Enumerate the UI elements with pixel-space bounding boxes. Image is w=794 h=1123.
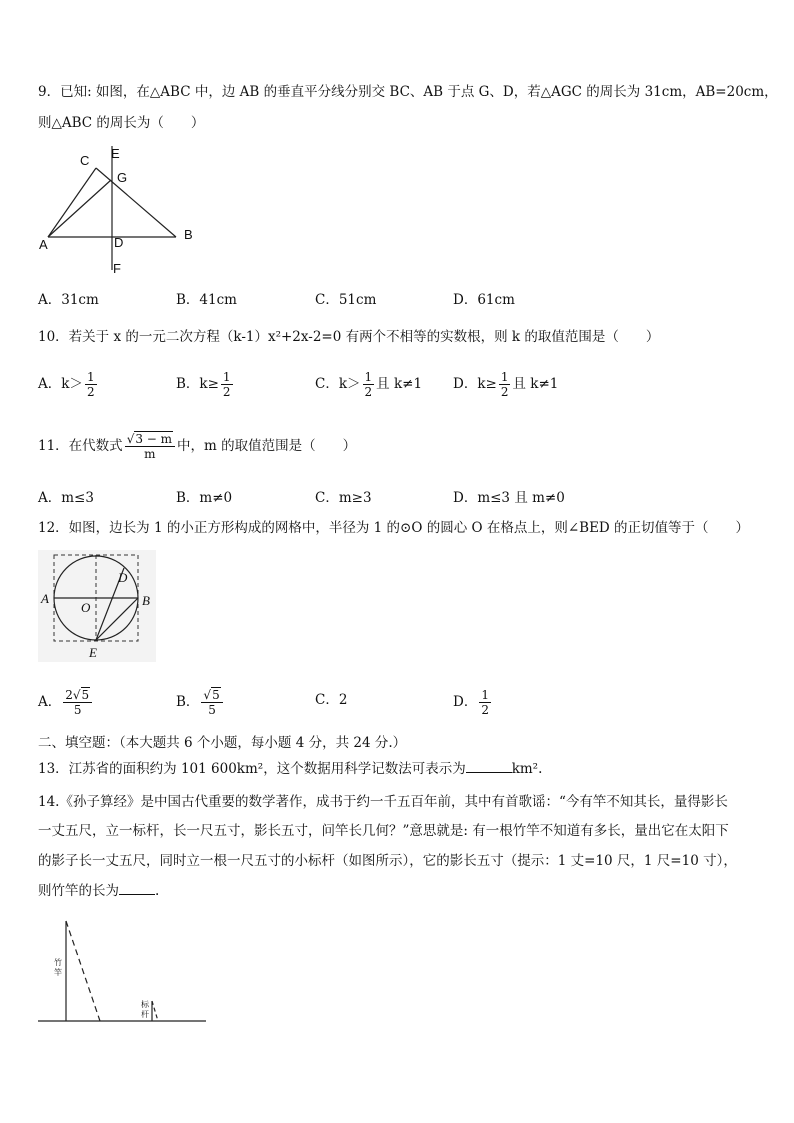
q12-circle-grid-figure — [38, 550, 156, 662]
q14-answer-blank[interactable] — [119, 894, 155, 895]
q10-b-prefix: B．k≥ — [176, 376, 219, 392]
label-pole: 竹 — [54, 958, 62, 967]
label-f: F — [113, 261, 121, 276]
label-b: B — [184, 227, 193, 242]
q11-option-a[interactable]: A．m≤3 — [38, 490, 94, 506]
q10-c-prefix: C．k＞ — [315, 376, 361, 392]
label-a: A — [41, 591, 49, 606]
fraction: $\frac{1}{2}$ — [222, 370, 231, 399]
q10-c-suffix: 且 k≠1 — [376, 376, 423, 392]
label-e: E — [111, 146, 120, 161]
fraction: $\frac{1}{2}$ — [86, 370, 95, 399]
q9-option-b[interactable]: B．41cm — [176, 292, 237, 308]
q14-pole-shadow-figure — [36, 915, 210, 1027]
q14-stem-line3: 的影子长一丈五尺，同时立一根一尺五寸的小标杆（如图所示），它的影长五寸（提示：1 丈=10 尺，1 尺=10 寸）， — [38, 853, 737, 869]
label-d: D — [114, 235, 124, 250]
q12-option-d[interactable]: D． $\frac{1}{2}$ — [453, 688, 489, 717]
q10-option-d[interactable] — [453, 370, 558, 399]
label-c: C — [80, 153, 90, 168]
q11-option-c[interactable]: C．m≥3 — [315, 490, 372, 506]
q9-option-d[interactable]: D．61cm — [453, 292, 515, 308]
q12-option-c[interactable]: C．2 — [315, 692, 348, 708]
q11-expression: $\frac{√3 - m}{m}$ — [125, 432, 175, 461]
q13-answer-blank[interactable] — [466, 772, 512, 773]
q14-stem-line2: 一丈五尺，立一标杆，长一尺五寸，影长五寸，问竿长几何？”意思就是: 有一根竹竿不知道有多长，量出它在太阳下 — [38, 823, 729, 839]
q12-stem: 12．如图，边长为 1 的小正方形构成的网格中，半径为 1 的⊙O 的圆心 O 在格点上，则∠BED 的正切值等于（ ） — [38, 520, 750, 536]
q9-triangle-figure — [36, 142, 206, 278]
q9-option-c[interactable]: C．51cm — [315, 292, 377, 308]
label-g: G — [117, 170, 128, 185]
q9-option-a[interactable]: A．31cm — [38, 292, 99, 308]
label-a: A — [39, 237, 48, 252]
fraction: $\frac{1}{2}$ — [364, 370, 373, 399]
fraction: $\frac{1}{2}$ — [500, 370, 509, 399]
label-b: B — [142, 593, 150, 608]
q12-option-b[interactable]: B． $\frac{√5}{5}$ — [176, 688, 225, 717]
fraction: $\frac{1}{2}$ — [481, 688, 489, 717]
label-d: D — [118, 570, 128, 585]
label-stick: 标 — [141, 1000, 149, 1009]
q9-stem-line1: 9．已知: 如图，在△ABC 中，边 AB 的垂直平分线分别交 BC、AB 于点 G、D，若△AGC 的周长为 31cm，AB=20cm， — [38, 84, 778, 100]
label-o: O — [81, 600, 91, 615]
q9-stem-line2: 则△ABC 的周长为（ ） — [38, 115, 205, 131]
q10-d-suffix: 且 k≠1 — [512, 376, 559, 392]
label-stick-char: 杆 — [141, 1010, 149, 1019]
q11-stem-suffix: 中，m 的取值范围是（ ） — [177, 438, 357, 454]
q14-stem-line4: 则竹竿的长为 . — [38, 883, 160, 899]
label-pole-char: 竿 — [54, 968, 62, 977]
q11-stem — [38, 432, 356, 461]
fraction: $\frac{√5}{5}$ — [201, 688, 222, 717]
label-e: E — [89, 645, 97, 660]
q10-stem: 10．若关于 x 的一元二次方程（k-1）x²+2x-2=0 有两个不相等的实数根，则 k 的取值范围是（ ） — [38, 329, 660, 345]
q11-option-d[interactable]: D．m≤3 且 m≠0 — [453, 490, 565, 506]
fraction: $\frac{2√5}{5}$ — [63, 688, 92, 717]
q11-option-b[interactable]: B．m≠0 — [176, 490, 233, 506]
q10-option-b[interactable] — [176, 370, 235, 399]
q10-d-prefix: D．k≥ — [453, 376, 497, 392]
q14-stem-line1: 14.《孙子算经》是中国古代重要的数学著作，成书于约一千五百年前，其中有首歌谣：“今有竿不知其长，量得影长 — [38, 794, 728, 810]
q10-option-a[interactable] — [38, 370, 99, 399]
q10-option-c[interactable] — [315, 370, 422, 399]
q11-stem-prefix: 11．在代数式 — [38, 438, 123, 454]
section-heading: 二、填空题：（本大题共 6 个小题，每小题 4 分，共 24 分.） — [38, 735, 407, 751]
q10-a-prefix: A．k＞ — [38, 376, 83, 392]
q12-option-a[interactable]: A． $\frac{2√5}{5}$ — [38, 688, 94, 717]
q13-stem: 13．江苏省的面积约为 101 600km²，这个数据用科学记数法可表示为 km². — [38, 761, 543, 777]
